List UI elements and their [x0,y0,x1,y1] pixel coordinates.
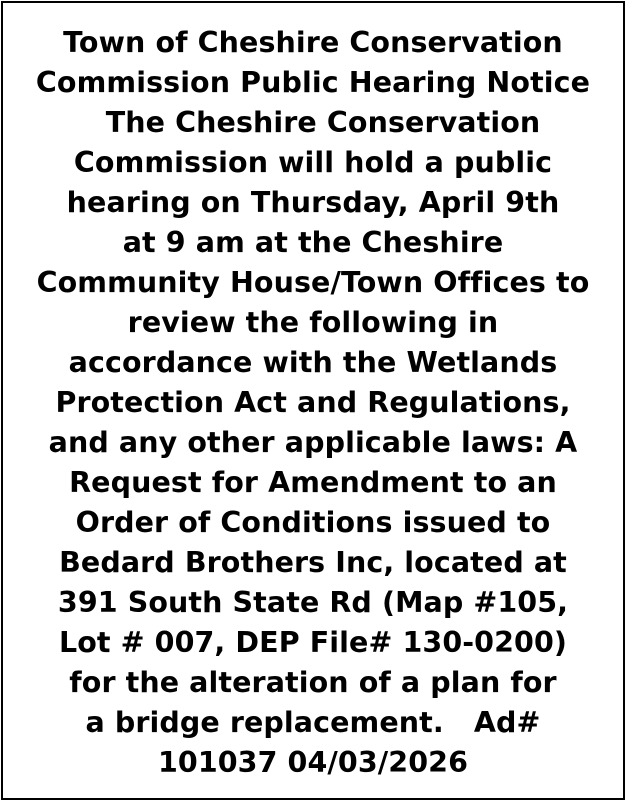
notice-ad-number-date-line: 101037 04/03/2026 [157,746,469,779]
notice-body-line: and any other applicable laws: A [48,426,578,459]
notice-text [3,23,623,783]
notice-body-line: 391 South State Rd (Map #105, [57,586,569,619]
notice-body-line: at 9 am at the Cheshire [122,226,504,259]
notice-body-line: accordance with the Wetlands [68,346,558,379]
notice-body-line: The Cheshire Conservation [85,106,541,139]
notice-body-line: Order of Conditions issued to [75,506,551,539]
notice-body-line: for the alteration of a plan for [69,666,557,699]
notice-title-line-2: Commission Public Hearing Notice [35,66,591,99]
notice-body-line: hearing on Thursday, April 9th [66,186,560,219]
notice-body-line: Bedard Brothers Inc, located at [59,546,567,579]
notice-title-line-1: Town of Cheshire Conservation [63,26,563,59]
notice-body-line: review the following in [127,306,499,339]
notice-body-line: Commission will hold a public [73,146,553,179]
public-notice-ad [1,1,625,800]
notice-body-line: Community House/Town Offices to [36,266,590,299]
notice-body-line: a bridge replacement. Ad# [85,706,541,739]
notice-body-line: Lot # 007, DEP File# 130-0200) [58,626,568,659]
notice-body-line: Request for Amendment to an [69,466,557,499]
notice-body-line: Protection Act and Regulations, [55,386,571,419]
